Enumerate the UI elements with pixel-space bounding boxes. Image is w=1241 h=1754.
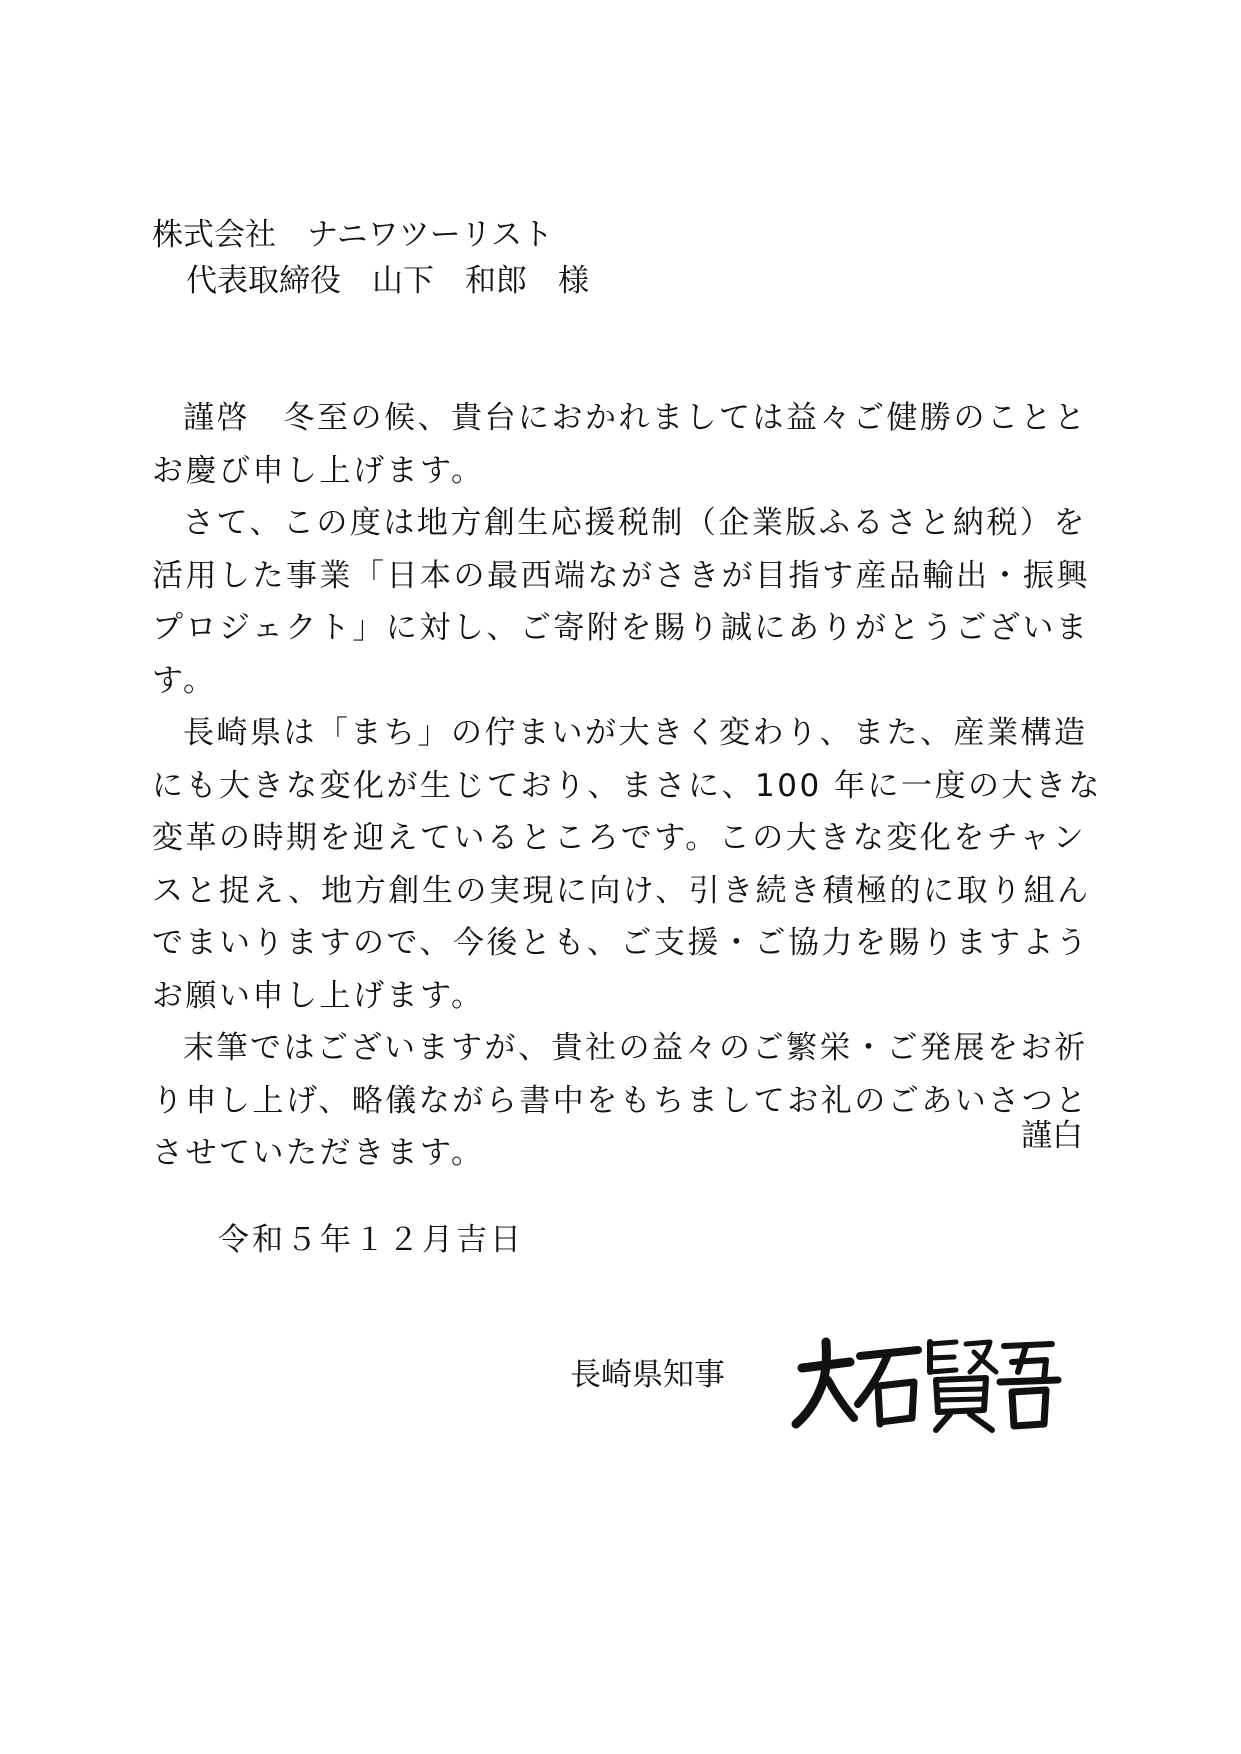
letter-date: 令和５年１２月吉日: [218, 1222, 524, 1258]
closing-word: 謹白: [1021, 1118, 1083, 1154]
addressee-company: 株式会社 ナニワツーリスト: [152, 217, 554, 253]
paragraph-closing-remarks: 末筆ではございますが、貴社の益々のご繁栄・ご発展をお祈り申し上げ、略儀ながら書中をもちましてお礼のごあいさつとさせていただきます。: [152, 1030, 1089, 1171]
addressee-person: 代表取締役 山下 和郎 様: [186, 263, 589, 299]
addressee-block: [152, 212, 589, 304]
letter-body: [152, 392, 1107, 1180]
handwritten-signature: [790, 1328, 1070, 1438]
paragraph-nagasaki: 長崎県は「まち」の佇まいが大きく変わり、また、産業構造にも大きな変化が生じており、まさに、100 年に一度の大きな変革の時期を迎えているところです。この大きな変化をチャンスと捉え、地方創生の実現に向け、引き続き積極的に取り組んでまいりますので、今後とも、ご支援・ご協力を賜りますようお願い申し上げます。: [152, 715, 1103, 1014]
sender-title: 長崎県知事: [570, 1357, 725, 1393]
paragraph-thanks: さて、この度は地方創生応援税制（企業版ふるさと納税）を活用した事業「日本の最西端ながさきが目指す産品輸出・振興プロジェクト」に対し、ご寄附を賜り誠にありがとうございます。: [152, 505, 1090, 699]
paragraph-greeting: 謹啓 冬至の候、貴台におかれましては益々ご健勝のこととお慶び申し上げます。: [152, 400, 1088, 489]
